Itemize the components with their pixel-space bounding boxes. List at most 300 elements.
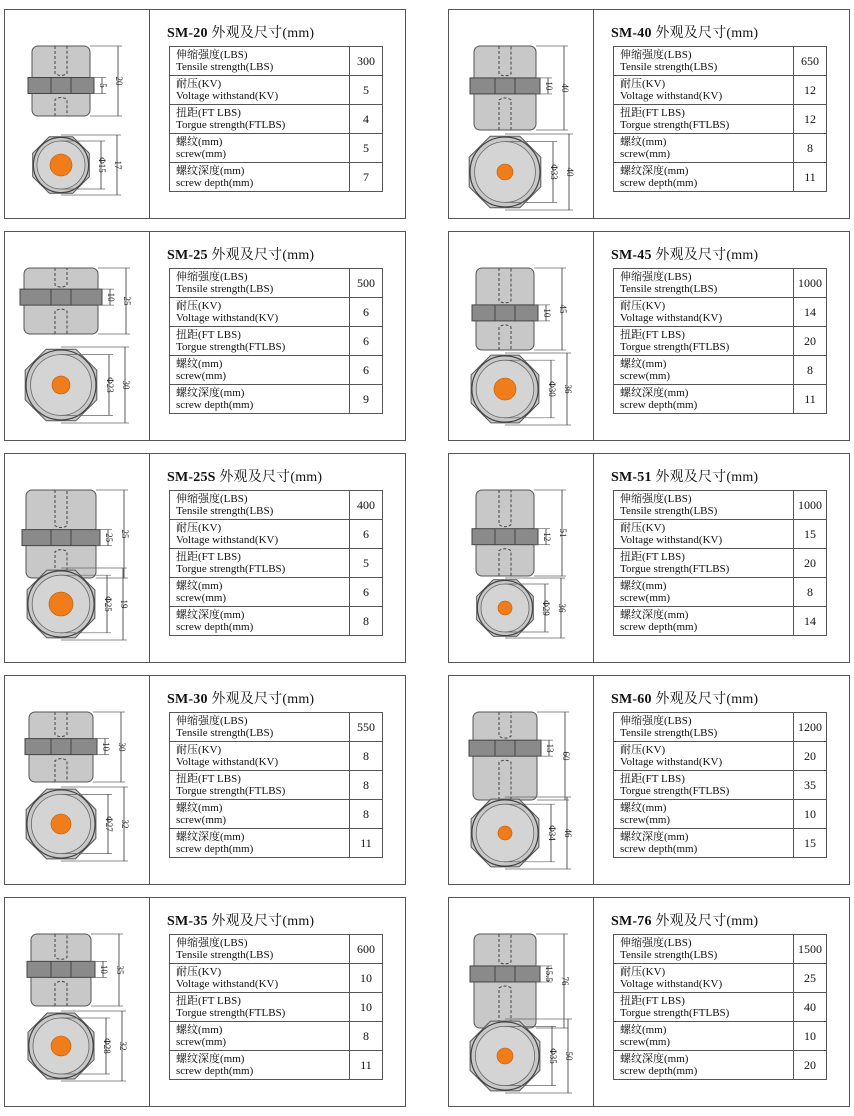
spec-label-en: Torgue strength(FTLBS) [176,341,286,353]
insulator-drawing [5,898,150,1106]
screw-core [51,1036,71,1056]
spec-label [170,964,350,993]
spec-label-cn: 扭距(FT LBS) [176,329,241,341]
spec-value: 6 [350,356,383,385]
spec-label-en: Torgue strength(FTLBS) [620,563,730,575]
spec-label-cn: 螺纹(mm) [620,802,667,814]
dim-dia-text: 30 [121,380,131,390]
spec-label [170,549,350,578]
spec-row [614,935,827,964]
hex-band [472,305,538,321]
spec-label-cn: 螺纹(mm) [176,802,223,814]
spec-row [170,742,383,771]
spec-label-cn: 伸缩强度(LBS) [176,715,248,727]
spec-label-cn: 扭距(FT LBS) [620,107,685,119]
spec-value: 15 [794,520,827,549]
spec-label [170,385,350,414]
spec-label-en: screw depth(mm) [620,843,698,855]
dim-dia-text: 50 [564,1051,574,1061]
product-title [611,688,758,708]
insulator-svg [5,454,149,664]
screw-core [50,154,72,176]
insulator-drawing [449,676,594,884]
spec-row [614,105,827,134]
spec-label-en: screw depth(mm) [176,843,254,855]
spec-label [614,1022,794,1051]
hex-band [22,530,100,546]
dim-phi-text: Φ23 [105,377,115,393]
spec-value: 1000 [794,491,827,520]
spec-row [614,549,827,578]
spec-label-cn: 扭距(FT LBS) [176,995,241,1007]
spec-label-cn: 扭距(FT LBS) [176,773,241,785]
spec-label [614,713,794,742]
spec-label [170,520,350,549]
spec-value: 8 [794,356,827,385]
spec-label-en: Voltage withstand(KV) [620,756,723,768]
spec-label-en: screw(mm) [176,148,227,160]
spec-table [169,712,383,858]
dim-height-text: 76 [560,976,570,986]
dim-height-text: 60 [561,751,571,761]
spec-value: 8 [350,1022,383,1051]
spec-row [170,607,383,636]
spec-row [170,327,383,356]
spec-value: 5 [350,549,383,578]
spec-value: 10 [350,964,383,993]
insulator-drawing [5,454,150,662]
spec-value: 6 [350,298,383,327]
spec-label-en: screw depth(mm) [620,621,698,633]
insulator-svg [449,676,593,886]
spec-value: 500 [350,269,383,298]
spec-value: 600 [350,935,383,964]
spec-label-cn: 扭距(FT LBS) [620,773,685,785]
spec-value: 550 [350,713,383,742]
spec-label [170,800,350,829]
spec-label-en: screw(mm) [620,592,671,604]
insulator-drawing [5,10,150,218]
hex-band [469,740,541,756]
spec-label-cn: 耐压(KV) [176,522,222,534]
spec-row [170,549,383,578]
spec-label-en: screw(mm) [620,814,671,826]
insulator-svg [5,676,149,886]
spec-label-cn: 螺纹深度(mm) [620,609,689,621]
spec-label [170,269,350,298]
spec-label-en: Voltage withstand(KV) [620,534,723,546]
spec-row [614,713,827,742]
dim-dia-text: 36 [563,384,573,394]
title-suffix: 外观及尺寸(mm) [211,692,315,707]
spec-row [170,491,383,520]
spec-row [614,76,827,105]
spec-value: 11 [350,1051,383,1080]
spec-row [170,163,383,192]
spec-label [614,163,794,192]
spec-row [614,491,827,520]
spec-row [170,105,383,134]
spec-label [170,327,350,356]
spec-value: 7 [350,163,383,192]
spec-label-cn: 螺纹深度(mm) [620,1053,689,1065]
model-name: SM-20 [167,26,208,41]
spec-label-en: Torgue strength(FTLBS) [620,341,730,353]
spec-label-en: Torgue strength(FTLBS) [620,1007,730,1019]
spec-label [170,713,350,742]
spec-label-en: screw(mm) [176,370,227,382]
spec-row [170,800,383,829]
product-card-sm-60 [448,675,850,885]
spec-label-en: Voltage withstand(KV) [620,312,723,324]
spec-label [614,607,794,636]
screw-core [497,164,513,180]
dim-phi-text: Φ33 [549,164,559,180]
spec-label-cn: 螺纹深度(mm) [176,165,245,177]
model-name: SM-30 [167,692,208,707]
spec-value: 650 [794,47,827,76]
spec-label-en: screw(mm) [620,1036,671,1048]
spec-label-cn: 螺纹深度(mm) [176,831,245,843]
dim-height-text: 45 [558,304,568,314]
spec-label-en: Torgue strength(FTLBS) [176,785,286,797]
title-suffix: 外观及尺寸(mm) [655,914,759,929]
spec-row [170,520,383,549]
spec-label [614,935,794,964]
spec-label-cn: 伸缩强度(LBS) [176,493,248,505]
spec-row [614,327,827,356]
spec-label-cn: 螺纹深度(mm) [176,387,245,399]
spec-value: 12 [794,76,827,105]
spec-label [614,47,794,76]
spec-value: 11 [794,163,827,192]
spec-label-cn: 螺纹深度(mm) [620,165,689,177]
spec-label-en: screw depth(mm) [176,1065,254,1077]
screw-core [494,378,516,400]
spec-label-en: Tensile strength(LBS) [176,61,274,73]
spec-label [170,47,350,76]
insulator-drawing [449,232,594,440]
spec-label-en: Torgue strength(FTLBS) [620,785,730,797]
spec-label-en: screw(mm) [176,814,227,826]
spec-label [170,1051,350,1080]
product-title [167,910,314,930]
spec-row [170,269,383,298]
spec-row [170,935,383,964]
spec-value: 8 [350,771,383,800]
spec-label [170,105,350,134]
spec-label-cn: 耐压(KV) [176,78,222,90]
spec-table [613,490,827,636]
spec-value: 8 [794,578,827,607]
spec-row [170,298,383,327]
spec-value: 20 [794,742,827,771]
hex-band [27,961,95,977]
spec-label-en: Tensile strength(LBS) [620,727,718,739]
spec-label-cn: 螺纹深度(mm) [620,831,689,843]
spec-table [169,490,383,636]
spec-label [170,829,350,858]
spec-label-cn: 伸缩强度(LBS) [176,271,248,283]
spec-label-cn: 耐压(KV) [620,300,666,312]
spec-label [614,964,794,993]
screw-core [51,814,71,834]
spec-label-cn: 伸缩强度(LBS) [620,937,692,949]
dim-dia-text: 32 [118,1041,128,1051]
spec-value: 35 [794,771,827,800]
spec-label-en: Tensile strength(LBS) [620,283,718,295]
spec-label [614,298,794,327]
dim-height-text: 35 [115,965,125,975]
spec-label [170,134,350,163]
spec-label-cn: 扭距(FT LBS) [620,995,685,1007]
screw-core [49,592,73,616]
spec-label [170,298,350,327]
spec-label [614,1051,794,1080]
dim-band-text: 10 [542,308,552,318]
spec-label-en: Tensile strength(LBS) [620,61,718,73]
spec-label [614,800,794,829]
dim-band-text: 10 [544,81,554,91]
dim-phi-text: Φ25 [103,596,113,612]
spec-label-cn: 螺纹(mm) [620,136,667,148]
spec-label [614,76,794,105]
insulator-svg [449,898,593,1108]
insulator-svg [5,898,149,1108]
screw-core [498,826,512,840]
spec-label [170,1022,350,1051]
spec-label-en: screw(mm) [620,148,671,160]
dim-phi-text: Φ35 [548,1048,558,1064]
spec-label-en: Tensile strength(LBS) [176,949,274,961]
spec-label [614,356,794,385]
spec-label [614,742,794,771]
hex-band [470,78,540,94]
dim-height-text: 51 [558,528,568,538]
hex-band [20,289,102,305]
spec-label-en: Voltage withstand(KV) [176,312,279,324]
dim-dia-text: 40 [565,167,575,177]
spec-label [170,993,350,1022]
dim-band-text: 10 [99,964,109,974]
spec-table [613,934,827,1080]
product-card-sm-35 [4,897,406,1107]
spec-value: 25 [794,964,827,993]
spec-value: 11 [350,829,383,858]
spec-row [614,1022,827,1051]
spec-value: 10 [794,1022,827,1051]
spec-label-cn: 伸缩强度(LBS) [620,271,692,283]
hex-band [28,78,94,94]
spec-row [614,829,827,858]
dim-dia-text: 46 [563,828,573,838]
spec-label-en: Tensile strength(LBS) [176,727,274,739]
spec-label [614,134,794,163]
spec-label-cn: 耐压(KV) [620,744,666,756]
model-name: SM-51 [611,470,652,485]
spec-row [614,800,827,829]
spec-row [170,578,383,607]
spec-label-cn: 螺纹(mm) [176,358,223,370]
spec-table [613,712,827,858]
spec-label-en: screw(mm) [176,1036,227,1048]
spec-row [614,771,827,800]
product-card-sm-20 [4,9,406,219]
product-title [611,466,758,486]
insulator-svg [449,454,593,664]
spec-label-cn: 螺纹(mm) [176,136,223,148]
spec-value: 6 [350,520,383,549]
product-title [611,910,758,930]
spec-label-cn: 伸缩强度(LBS) [176,937,248,949]
spec-label [614,385,794,414]
title-suffix: 外观及尺寸(mm) [655,248,759,263]
spec-row [614,47,827,76]
spec-label [614,269,794,298]
dim-phi-text: Φ15 [97,157,107,173]
spec-label-en: screw(mm) [176,592,227,604]
spec-label-cn: 耐压(KV) [176,300,222,312]
spec-label [170,771,350,800]
spec-value: 8 [350,800,383,829]
spec-row [170,964,383,993]
insulator-drawing [449,10,594,218]
spec-label-en: screw depth(mm) [620,1065,698,1077]
spec-label-cn: 螺纹深度(mm) [176,1053,245,1065]
spec-label-en: Voltage withstand(KV) [620,978,723,990]
dim-dia-text: 17 [113,160,123,170]
spec-label [170,76,350,105]
spec-label-cn: 扭距(FT LBS) [176,551,241,563]
screw-core [498,601,512,615]
insulator-svg [449,232,593,442]
spec-value: 1000 [794,269,827,298]
title-suffix: 外观及尺寸(mm) [655,692,759,707]
spec-row [614,269,827,298]
dim-phi-text: Φ30 [547,381,557,397]
spec-row [170,771,383,800]
dim-band-text: 10 [101,742,111,752]
spec-row [614,578,827,607]
product-card-sm-76 [448,897,850,1107]
spec-value: 8 [794,134,827,163]
spec-label [614,491,794,520]
spec-value: 6 [350,327,383,356]
product-title [611,22,758,42]
spec-row [614,356,827,385]
spec-label [170,491,350,520]
spec-row [614,163,827,192]
spec-value: 6 [350,578,383,607]
spec-label [170,356,350,385]
spec-label-en: screw depth(mm) [176,177,254,189]
spec-row [614,134,827,163]
insulator-drawing [5,232,150,440]
spec-label-cn: 伸缩强度(LBS) [620,49,692,61]
spec-table [613,268,827,414]
spec-label [614,105,794,134]
spec-table [169,934,383,1080]
dim-band-text: 5 [98,83,108,88]
spec-table [169,268,383,414]
spec-label [170,607,350,636]
spec-label-en: Torgue strength(FTLBS) [620,119,730,131]
spec-label [614,520,794,549]
insulator-svg [449,10,593,220]
spec-label-cn: 伸缩强度(LBS) [176,49,248,61]
title-suffix: 外观及尺寸(mm) [219,470,323,485]
dim-phi-text: Φ34 [547,825,557,841]
hex-band [470,966,540,982]
title-suffix: 外观及尺寸(mm) [211,914,315,929]
model-name: SM-40 [611,26,652,41]
spec-row [614,520,827,549]
spec-value: 14 [794,298,827,327]
spec-row [614,1051,827,1080]
spec-row [614,742,827,771]
dim-band-text: 12 [542,532,552,542]
spec-label [614,771,794,800]
product-title [611,244,758,264]
spec-value: 40 [794,993,827,1022]
model-name: SM-35 [167,914,208,929]
spec-table [169,46,383,192]
screw-core [52,376,70,394]
spec-label-cn: 螺纹(mm) [620,580,667,592]
spec-label-en: Voltage withstand(KV) [176,756,279,768]
spec-label-cn: 耐压(KV) [176,744,222,756]
spec-label-cn: 伸缩强度(LBS) [620,493,692,505]
spec-label-en: Tensile strength(LBS) [620,505,718,517]
product-card-sm-45 [448,231,850,441]
spec-label [614,327,794,356]
spec-value: 400 [350,491,383,520]
spec-label-en: Voltage withstand(KV) [176,534,279,546]
spec-label-cn: 耐压(KV) [620,522,666,534]
spec-label-cn: 螺纹(mm) [176,1024,223,1036]
insulator-svg [5,232,149,442]
spec-table [613,46,827,192]
hex-band [25,739,97,755]
spec-label [170,742,350,771]
dim-phi-text: Φ29 [541,600,551,616]
spec-row [614,993,827,1022]
title-suffix: 外观及尺寸(mm) [211,248,315,263]
spec-row [170,385,383,414]
spec-value: 300 [350,47,383,76]
spec-label [614,549,794,578]
spec-row [614,298,827,327]
spec-row [170,829,383,858]
spec-label-en: screw depth(mm) [620,399,698,411]
spec-label [170,163,350,192]
spec-label-en: Torgue strength(FTLBS) [176,119,286,131]
spec-value: 15 [794,829,827,858]
spec-value: 10 [794,800,827,829]
product-title [167,22,314,42]
spec-label-cn: 耐压(KV) [620,78,666,90]
spec-value: 5 [350,134,383,163]
spec-value: 1200 [794,713,827,742]
spec-value: 11 [794,385,827,414]
insulator-drawing [449,898,594,1106]
dim-height-text: 25 [122,296,132,306]
product-card-sm-25 [4,231,406,441]
title-suffix: 外观及尺寸(mm) [211,26,315,41]
spec-value: 9 [350,385,383,414]
spec-row [614,385,827,414]
dim-dia-text: 36 [557,603,567,613]
